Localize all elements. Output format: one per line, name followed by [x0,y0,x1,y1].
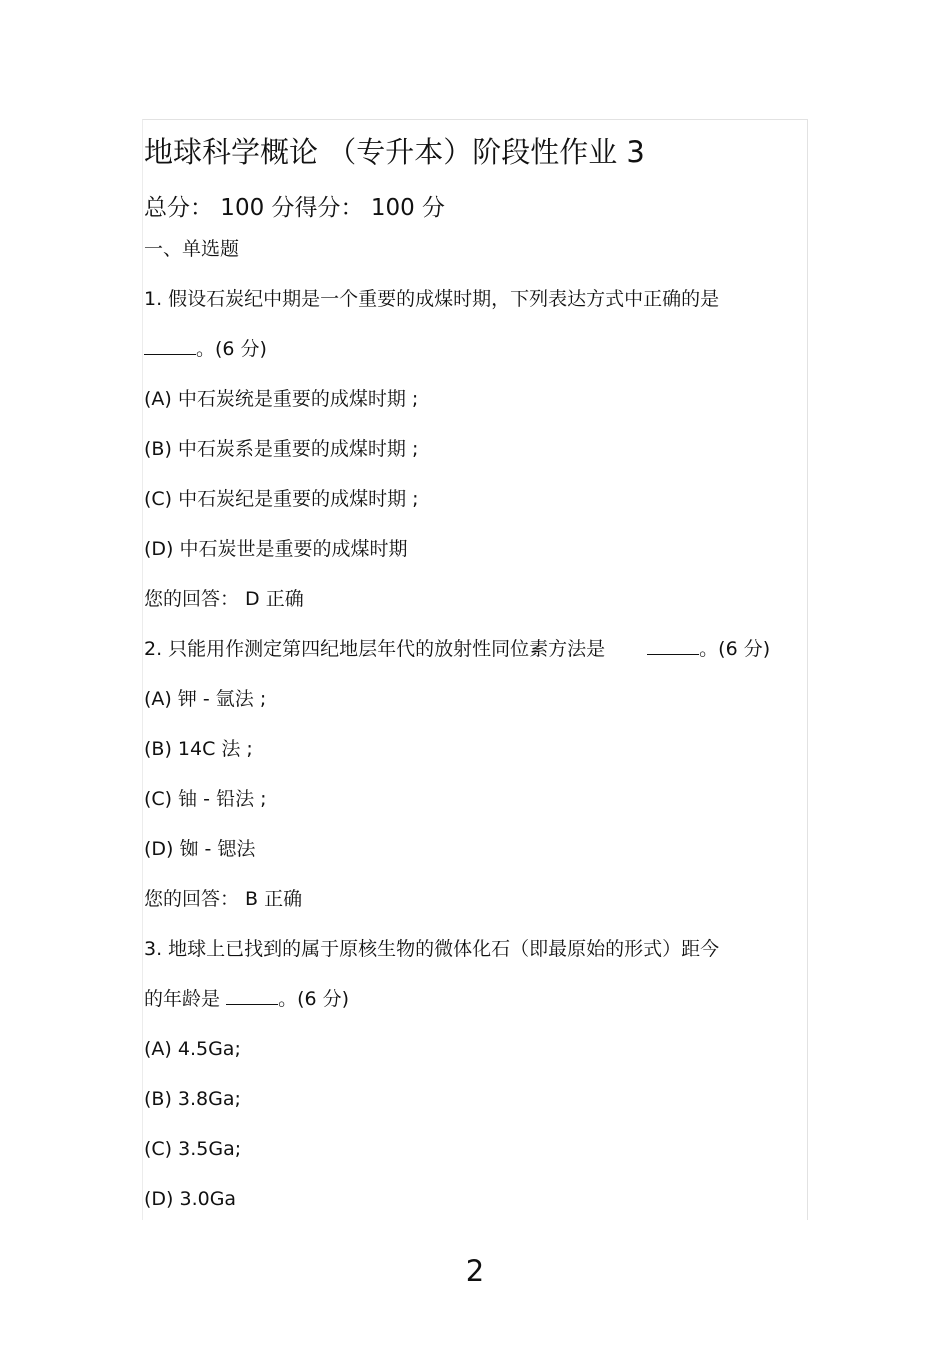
question-2-option-a: (A) 钾 - 氩法 ; [144,688,267,710]
answer-blank [647,640,699,655]
document-title: 地球科学概论 （专升本）阶段性作业 3 [144,135,645,169]
question-1-answer: 您的回答： D 正确 [144,588,304,610]
question-1-option-b: (B) 中石炭系是重要的成煤时期 ; [144,438,419,460]
question-2-points: 。(6 分) [699,638,771,660]
page-number: 2 [465,1254,485,1288]
question-2-answer: 您的回答： B 正确 [144,888,303,910]
question-3-stem: 3. 地球上已找到的属于原核生物的微体化石（即最原始的形式）距今 [144,938,720,960]
question-2-option-c: (C) 铀 - 铅法 ; [144,788,267,810]
score-line: 总分： 100 分得分： 100 分 [144,195,446,221]
page-frame [142,119,808,1220]
question-2-option-d: (D) 铷 - 锶法 [144,838,256,860]
question-2-stem-text: 2. 只能用作测定第四纪地层年代的放射性同位素方法是 [144,638,606,660]
section-heading: 一、单选题 [144,238,240,260]
question-1-stem-line2 [144,337,267,361]
question-1-option-c: (C) 中石炭纪是重要的成煤时期 ; [144,488,419,510]
question-3-option-d: (D) 3.0Ga [144,1188,237,1210]
question-3-points: 。(6 分) [278,988,350,1010]
question-3-stem-text: 的年龄是 [144,988,221,1010]
question-1-points: 。(6 分) [196,338,267,360]
question-2-stem [144,637,770,661]
answer-blank [226,990,278,1005]
question-3-stem-line2 [144,987,349,1011]
question-3-option-c: (C) 3.5Ga; [144,1138,242,1160]
question-2-option-b: (B) 14C 法 ; [144,738,253,760]
question-1-option-a: (A) 中石炭统是重要的成煤时期 ; [144,388,419,410]
question-3-option-a: (A) 4.5Ga; [144,1038,241,1060]
answer-blank [144,340,196,355]
question-3-option-b: (B) 3.8Ga; [144,1088,241,1110]
question-1-option-d: (D) 中石炭世是重要的成煤时期 [144,538,408,560]
question-1-stem: 1. 假设石炭纪中期是一个重要的成煤时期，下列表达方式中正确的是 [144,288,720,310]
